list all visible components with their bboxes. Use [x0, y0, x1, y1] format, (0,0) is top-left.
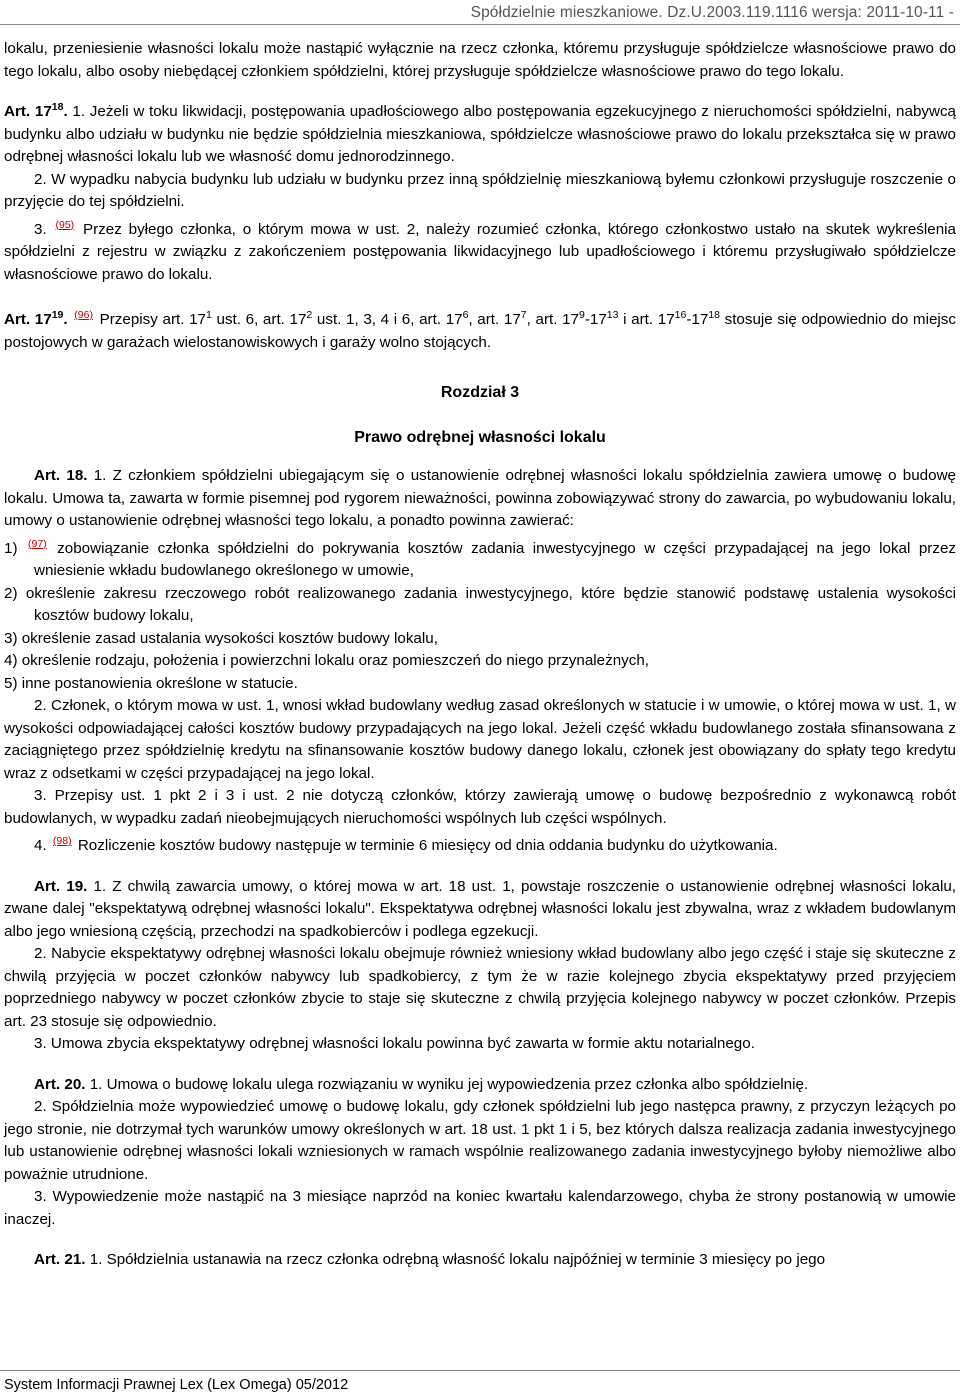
art-17-18-para-3: 3. $^{(95)}$ Przez byłego członka, o którym mowa w ust. 2, należy rozumieć członka, którego członkostwo ustało na skutek wykreślenia spółdzielni z rejestru w związku z zakończeniem postępowania likwidacyjnego lub upadłościowego i któremu przysługiwało spółdzielcze własnościowe prawo do lokalu. — [4, 218, 956, 283]
art-20-para-3: 3. Wypowiedzenie może nastąpić na 3 miesiące naprzód na koniec kwartału kalendarzowego, chyba że strony postanowią w umowie inaczej. — [4, 1188, 956, 1228]
chapter-title: Rozdział 3 — [440, 384, 520, 401]
footnote-link-95[interactable]: (95) — [55, 218, 75, 231]
art-18-para-1: Art. 18. 1. Z członkiem spółdzielni ubiegającym się o ustanowienie odrębnej własności lokalu spółdzielnia zawiera umowę o budowę lokalu. Umowa ta, zawarta w formie pisemnej pod rygorem nieważności, powinna zobowiązywać strony do zawarcia, po wybudowaniu lokalu, umowy o ustanowienie odrębnej własności tego lokalu, a ponadto powinna zawierać: — [4, 467, 956, 529]
art-19-para-2: 2. Nabycie ekspektatywy odrębnej własności lokalu obejmuje również wniesiony wkład budowlany albo jego część i staje się skuteczne z chwilą przyjęcia w poczet członków nabywcy lub spadkobiercy, z tym że w razie kolejnego zbycia ekspektatywy przed przyjęciem poprzedniego nabywcy w poczet członków zbycie to staje się skuteczne z chwilą przyjęcia kolejnego nabywcy w poczet członków. Przepis art. 23 stosuje się odpowiednio. — [4, 945, 956, 1030]
art-18-label: Art. 18. — [34, 467, 88, 484]
chapter-subtitle: Prawo odrębnej własności lokalu — [354, 428, 606, 446]
document-body — [4, 38, 956, 1272]
art-18-para-4: 4. $^{(98)}$ Rozliczenie kosztów budowy następuje w terminie 6 miesięcy od dnia oddania budynku do użytkowania. — [34, 835, 778, 854]
art-21-para-1: Art. 21. 1. Spółdzielnia ustanawia na rzecz członka odrębną własność lokalu najpóźniej w terminie 3 miesięcy po jego — [34, 1251, 826, 1268]
page-footer: System Informacji Prawnej Lex (Lex Omega) 05/2012 — [4, 1377, 349, 1393]
art-20-label: Art. 20. — [34, 1075, 86, 1093]
art-20-para-1: Art. 20. 1. Umowa o budowę lokalu ulega rozwiązaniu w wyniku jej wypowiedzenia przez członka albo spółdzielnię. — [34, 1075, 809, 1093]
art-18-item-3: 3) określenie zasad ustalania wysokości kosztów budowy lokalu, — [4, 629, 438, 647]
footnote-link-96[interactable]: (96) — [74, 309, 93, 321]
art-18-para-3: 3. Przepisy ust. 1 pkt 2 i 3 i ust. 2 nie dotyczą członków, którzy zawierają umowę o budowę bezpośrednio z wykonawcą robót budowlanych, w wypadku zadań nieobejmujących nieruchomości wspólnych lub części wspólnych. — [4, 787, 956, 827]
art-17-18-label: Art. $17^{18}$. — [4, 101, 68, 120]
art-19-para-1: Art. 19. 1. Z chwilą zawarcia umowy, o której mowa w art. 18 ust. 1, powstaje roszczenie o ustanowienie odrębnej własności lokalu, zwane dalej "ekspektatywą odrębnej własności lokalu". Ekspektatywa odrębnej własności lokalu jest zbywalna, wraz z wkładem budowlanym albo jego wniesioną częścią, przechodzi na spadkobierców i podlega egzekucji. — [4, 877, 956, 940]
art-21-label: Art. 21. — [34, 1251, 86, 1268]
art-17-19-label: Art. $17^{19}$. — [4, 309, 68, 328]
footnote-link-98[interactable]: (98) — [52, 835, 72, 847]
art-18-item-1: 1) $^{(97)}$ zobowiązanie członka spółdzielni do pokrywania kosztów zadania inwestycyjnego w części przypadającej na jego lokal przez wniesienie wkładu budowlanego określonego w umowie, — [4, 537, 956, 579]
art-18-item-2: 2) określenie zakresu rzeczowego robót realizowanego zadania inwestycyjnego, które będzie stanowić podstawę ustalenia wysokości kosztów budowy lokalu, — [4, 584, 956, 624]
footnote-link-97[interactable]: (97) — [28, 537, 47, 550]
art-20-para-2: 2. Spółdzielnia może wypowiedzieć umowę o budowę lokalu, gdy członek spółdzielni lub jego następca prawny, z przyczyn leżących po jego stronie, nie dotrzymał tych warunków umowy określonych w art. 18 ust. 1 pkt 1 i 5, bez których dalsza realizacja zadania inwestycyjnego lub ustanowienie odrębnej własności lokali wzniesionych w ramach wspólnie realizowanego zadania inwestycyjnego byłoby niemożliwe albo poważnie utrudnione. — [4, 1098, 956, 1183]
art-17-18-para-2: 2. W wypadku nabycia budynku lub udziału w budynku przez inną spółdzielnię mieszkaniową byłemu członkowi przysługuje roszczenie o przyjęcie do tej spółdzielni. — [4, 170, 956, 210]
art-19-para-3: 3. Umowa zbycia ekspektatywy odrębnej własności lokalu powinna być zawarta w formie aktu notarialnego. — [34, 1035, 755, 1052]
page-header: Spółdzielnie mieszkaniowe. Dz.U.2003.119.1116 wersja: 2011-10-11 - — [470, 4, 954, 21]
art-17-18-para-1: Art. $17^{18}$. 1. Jeżeli w toku likwidacji, postępowania upadłościowego albo postępowania egzekucyjnego z nieruchomości spółdzielni, nabywcą budynku albo udziału w budynku nie będzie spółdzielnia mieszkaniowa, spółdzielcze własnościowe prawo do lokalu przekształca się w prawo odrębnej własności lokalu lub we własność domu jednorodzinnego. — [4, 101, 956, 165]
art-18-item-5: 5) inne postanowienia określone w statucie. — [4, 674, 298, 692]
art-17-19-para: Art. $17^{19}$. $^{(96)}$ Przepisy art. $17^1$ ust. 6, art. $17^2$ ust. 1, 3, 4 i 6, art. $17^6$, art. $17^7$, art. $17^9-17^{13}$ i art. $17^{16}-17^{18}$ stosuje się odpowiednio do miejsc postojowych w garażach wielostanowiskowych i garaży wolno stojących. — [4, 309, 956, 351]
footer-divider — [0, 1370, 960, 1371]
art-18-item-4: 4) określenie rodzaju, położenia i powierzchni lokalu oraz pomieszczeń do niego przynależnych, — [4, 652, 649, 669]
intro-paragraph: lokalu, przeniesienie własności lokalu może nastąpić wyłącznie na rzecz członka, któremu przysługuje spółdzielcze własnościowe prawo do tego lokalu, albo osoby niebędącej członkiem spółdzielni, której przysługuje spółdzielcze własnościowe prawo do tego lokalu. — [4, 40, 956, 80]
art-18-para-2: 2. Członek, o którym mowa w ust. 1, wnosi wkład budowlany według zasad określonych w statucie i w umowie, o której mowa w ust. 1, w wysokości odpowiadającej całości kosztów budowy przypadających na jego lokal. Jeżeli część wkładu budowlanego została sfinansowana z zaciągniętego przez spółdzielnię kredytu na sfinansowanie kosztów budowy danego lokalu, członek jest obowiązany do spłaty tego kredytu wraz z odsetkami w części przypadającej na jego lokal. — [4, 697, 956, 782]
header-divider — [0, 24, 960, 25]
art-19-label: Art. 19. — [34, 877, 88, 895]
